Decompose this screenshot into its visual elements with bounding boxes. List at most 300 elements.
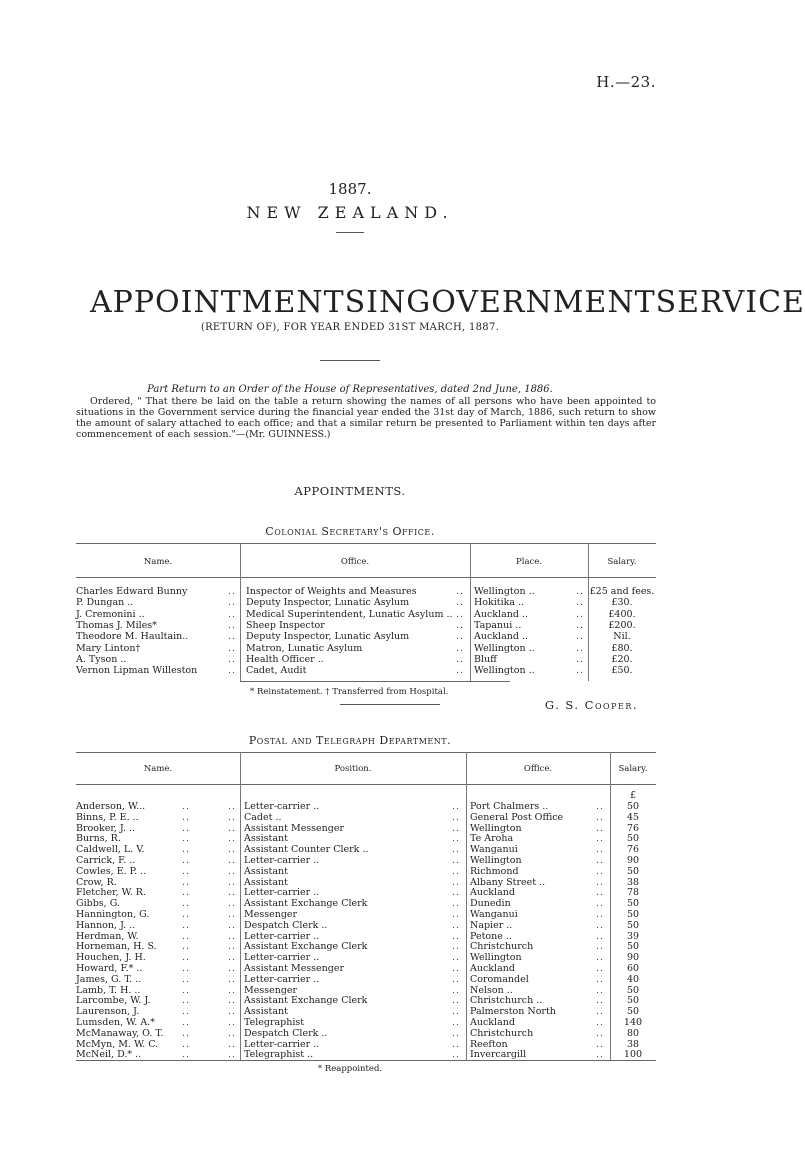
table-row xyxy=(0,654,700,665)
leader-dots: .. xyxy=(182,973,191,985)
leader-dots: .. xyxy=(182,1006,191,1018)
leader-dots: .. xyxy=(182,844,191,856)
leader-dots: .. xyxy=(182,833,191,845)
postal-footnote: * Reappointed. xyxy=(317,1064,383,1074)
person-name: Larcombe, W. J. xyxy=(76,995,151,1007)
leader-dots: .. xyxy=(228,833,237,845)
column-header-salary: Salary. xyxy=(618,764,648,774)
salary-value: £25 and fees. xyxy=(589,586,655,597)
position-title: Assistant Exchange Clerk xyxy=(244,941,368,953)
leader-dots: .. xyxy=(452,963,461,974)
salary-value: 80 xyxy=(626,1027,640,1039)
leader-dots: .. xyxy=(182,898,191,910)
leader-dots: .. xyxy=(228,811,237,823)
colonial-secretary-title: Colonial Secretary's Office. xyxy=(265,525,435,538)
leader-dots: .. xyxy=(596,995,605,1007)
salary-value: 38 xyxy=(626,876,640,888)
column-header-office: Office. xyxy=(523,764,553,774)
salary-value: 76 xyxy=(626,844,640,856)
document-year: 1887. xyxy=(328,180,372,198)
signature: G. S. Cooper. xyxy=(544,698,638,712)
leader-dots: .. xyxy=(596,1017,605,1028)
office-title: Deputy Inspector, Lunatic Asylum xyxy=(246,631,410,643)
office-title: Deputy Inspector, Lunatic Asylum xyxy=(246,597,410,609)
table-row xyxy=(0,833,700,844)
title-word: GOVERNMENT xyxy=(406,285,656,320)
salary-value: 50 xyxy=(626,941,640,953)
leader-dots: .. xyxy=(182,1049,191,1061)
position-title: Despatch Clerk .. xyxy=(244,919,328,931)
leader-dots: .. xyxy=(576,619,585,631)
leader-dots: .. xyxy=(452,1049,461,1061)
office-title: Health Officer .. xyxy=(246,653,324,665)
office-name: Nelson .. xyxy=(470,984,513,996)
document-reference: H.—23. xyxy=(596,73,656,91)
table-row xyxy=(0,866,700,877)
table-row xyxy=(0,665,700,676)
office-name: Wellington xyxy=(470,952,522,964)
leader-dots: .. xyxy=(596,941,605,953)
position-title: Letter-carrier .. xyxy=(244,952,320,964)
person-name: Howard, F.* .. xyxy=(76,963,143,974)
person-name: Houchen, J. H. xyxy=(76,952,146,964)
place-name: Wellington .. xyxy=(474,665,535,677)
leader-dots: .. xyxy=(452,1006,461,1018)
office-name: Christchurch .. xyxy=(470,995,543,1007)
person-name: James, G. T. .. xyxy=(76,973,142,985)
leader-dots: .. xyxy=(182,865,191,877)
leader-dots: .. xyxy=(596,963,605,974)
leader-dots: .. xyxy=(228,665,237,677)
leader-dots: .. xyxy=(228,1006,237,1018)
person-name: Laurenson, J. xyxy=(76,1006,140,1018)
table-row xyxy=(0,631,700,642)
table-rule-head xyxy=(76,784,656,785)
leader-dots: .. xyxy=(596,865,605,877)
table-row xyxy=(0,844,700,855)
leader-dots: .. xyxy=(228,1017,237,1028)
leader-dots: .. xyxy=(576,631,585,643)
leader-dots: .. xyxy=(456,665,465,677)
leader-dots: .. xyxy=(228,973,237,985)
table-row xyxy=(0,855,700,866)
office-name: Albany Street .. xyxy=(470,876,546,888)
leader-dots: .. xyxy=(228,855,237,866)
leader-dots: .. xyxy=(596,833,605,845)
salary-value: £30. xyxy=(611,597,633,609)
leader-dots: .. xyxy=(452,973,461,985)
office-title: Sheep Inspector xyxy=(246,619,325,631)
leader-dots: .. xyxy=(452,887,461,899)
person-name: Lumsden, W. A.* xyxy=(76,1017,155,1028)
person-name: Anderson, W... xyxy=(76,801,146,812)
leader-dots: .. xyxy=(456,653,465,665)
office-name: Port Chalmers .. xyxy=(470,801,549,812)
table-row xyxy=(0,952,700,963)
table-row xyxy=(0,941,700,952)
office-name: Wanganui xyxy=(470,844,518,856)
colonial-footnote: * Reinstatement. † Transferred from Hospital. xyxy=(250,687,449,697)
office-name: Christchurch xyxy=(470,941,534,953)
place-name: Tapanui .. xyxy=(474,619,522,631)
salary-value: 45 xyxy=(626,811,640,823)
salary-value: 76 xyxy=(626,822,640,834)
salary-value: £20. xyxy=(611,653,633,665)
table-row xyxy=(0,620,700,631)
leader-dots: .. xyxy=(452,1027,461,1039)
salary-value: 50 xyxy=(626,865,640,877)
leader-dots: .. xyxy=(596,822,605,834)
subtitle: (RETURN OF), FOR YEAR ENDED 31ST MARCH, 1887. xyxy=(200,322,500,333)
leader-dots: .. xyxy=(452,941,461,953)
column-header-place: Place. xyxy=(516,557,542,567)
person-name: Burns, R. xyxy=(76,833,121,845)
salary-value: 78 xyxy=(626,887,640,899)
leader-dots: .. xyxy=(596,855,605,866)
footnote-rule xyxy=(340,704,440,705)
leader-dots: .. xyxy=(182,963,191,974)
position-title: Assistant Counter Clerk .. xyxy=(244,844,369,856)
salary-value: 50 xyxy=(626,801,640,812)
office-name: Wanganui xyxy=(470,909,518,920)
person-name: J. Cremonini .. xyxy=(76,608,145,620)
table-rule-bottom xyxy=(240,681,510,682)
title-word: SERVICE xyxy=(655,285,805,320)
salary-value: 50 xyxy=(626,833,640,845)
person-name: Crow, R. xyxy=(76,876,117,888)
leader-dots: .. xyxy=(596,909,605,920)
person-name: Carrick, F. .. xyxy=(76,855,136,866)
leader-dots: .. xyxy=(596,876,605,888)
leader-dots: .. xyxy=(576,597,585,609)
leader-dots: .. xyxy=(228,898,237,910)
leader-dots: .. xyxy=(452,898,461,910)
salary-value: 90 xyxy=(626,952,640,964)
table-row xyxy=(0,887,700,898)
leader-dots: .. xyxy=(452,952,461,964)
position-title: Assistant xyxy=(244,876,288,888)
office-name: Richmond xyxy=(470,865,519,877)
office-name: Auckland xyxy=(470,1017,515,1028)
leader-dots: .. xyxy=(228,653,237,665)
table-row xyxy=(0,931,700,942)
leader-dots: .. xyxy=(596,930,605,942)
salary-value: 140 xyxy=(623,1017,643,1028)
leader-dots: .. xyxy=(456,597,465,609)
leader-dots: .. xyxy=(452,844,461,856)
leader-dots: .. xyxy=(228,941,237,953)
person-name: Cowles, E. P. .. xyxy=(76,865,147,877)
person-name: McNeil, D.* .. xyxy=(76,1049,142,1061)
office-name: Te Aroha xyxy=(470,833,514,845)
leader-dots: .. xyxy=(596,1049,605,1061)
place-name: Auckland .. xyxy=(474,631,529,643)
table-rule-top xyxy=(76,752,656,753)
leader-dots: .. xyxy=(596,887,605,899)
table-row xyxy=(0,586,700,597)
leader-dots: .. xyxy=(228,619,237,631)
salary-value: Nil. xyxy=(613,631,631,643)
leader-dots: .. xyxy=(452,811,461,823)
leader-dots: .. xyxy=(576,642,585,654)
office-name: Napier .. xyxy=(470,919,513,931)
office-name: Coromandel xyxy=(470,973,529,985)
leader-dots: .. xyxy=(182,930,191,942)
position-title: Letter-carrier .. xyxy=(244,930,320,942)
leader-dots: .. xyxy=(456,619,465,631)
column-header-name: Name. xyxy=(143,557,173,567)
title-rule xyxy=(320,360,380,361)
leader-dots: .. xyxy=(182,801,191,812)
salary-value: £200. xyxy=(608,619,636,631)
short-rule xyxy=(336,232,364,233)
person-name: Lamb, T. H. .. xyxy=(76,984,141,996)
salary-value: 50 xyxy=(626,995,640,1007)
order-text: Ordered, " That there be laid on the table a return showing the names of all persons who have been appointed to situations in the Government service during the financial year ended the 31st day of March, 1886, such return to show the amount of salary attached to each office; and that a similar return be presented to Parliament within ten days after commencement of each session."—(Mr. GUINNESS.) xyxy=(76,396,656,440)
salary-value: 50 xyxy=(626,898,640,910)
table-row xyxy=(0,877,700,888)
office-title: Cadet, Audit xyxy=(246,665,307,677)
leader-dots: .. xyxy=(228,919,237,931)
leader-dots: .. xyxy=(452,919,461,931)
title-word: IN xyxy=(366,285,407,320)
person-name: Hannington, G. xyxy=(76,909,150,920)
table-row xyxy=(0,1049,700,1060)
place-name: Auckland .. xyxy=(474,608,529,620)
table-row xyxy=(0,1006,700,1017)
position-title: Telegraphist xyxy=(244,1017,305,1028)
office-name: Wellington xyxy=(470,855,522,866)
leader-dots: .. xyxy=(228,597,237,609)
person-name: A. Tyson .. xyxy=(76,653,127,665)
position-title: Assistant Exchange Clerk xyxy=(244,898,368,910)
table-row xyxy=(0,898,700,909)
office-name: Auckland xyxy=(470,963,515,974)
person-name: Horneman, H. S. xyxy=(76,941,157,953)
position-title: Telegraphist .. xyxy=(244,1049,314,1061)
position-title: Messenger xyxy=(244,909,298,920)
office-name: Petone .. xyxy=(470,930,512,942)
position-title: Assistant xyxy=(244,865,288,877)
leader-dots: .. xyxy=(228,586,237,597)
table-row xyxy=(0,812,700,823)
leader-dots: .. xyxy=(228,909,237,920)
person-name: Fletcher, W. R. xyxy=(76,887,146,899)
column-header-office: Office. xyxy=(340,557,370,567)
leader-dots: .. xyxy=(596,844,605,856)
position-title: Assistant xyxy=(244,1006,288,1018)
leader-dots: .. xyxy=(452,876,461,888)
leader-dots: .. xyxy=(452,855,461,866)
leader-dots: .. xyxy=(228,801,237,812)
leader-dots: .. xyxy=(182,995,191,1007)
salary-value: 39 xyxy=(626,930,640,942)
leader-dots: .. xyxy=(182,941,191,953)
person-name: Thomas J. Miles* xyxy=(76,619,157,631)
leader-dots: .. xyxy=(456,631,465,643)
leader-dots: .. xyxy=(228,844,237,856)
leader-dots: .. xyxy=(228,952,237,964)
table-row xyxy=(0,1039,700,1050)
main-title xyxy=(90,285,805,320)
leader-dots: .. xyxy=(596,811,605,823)
salary-value: 40 xyxy=(626,973,640,985)
table-row xyxy=(0,643,700,654)
leader-dots: .. xyxy=(596,1038,605,1050)
position-title: Letter-carrier .. xyxy=(244,801,320,812)
position-title: Assistant xyxy=(244,833,288,845)
leader-dots: .. xyxy=(182,855,191,866)
leader-dots: .. xyxy=(576,653,585,665)
leader-dots: .. xyxy=(596,973,605,985)
leader-dots: .. xyxy=(228,984,237,996)
leader-dots: .. xyxy=(228,1049,237,1061)
leader-dots: .. xyxy=(228,642,237,654)
person-name: Vernon Lipman Willeston xyxy=(76,665,198,677)
table-row xyxy=(0,597,700,608)
salary-value: 50 xyxy=(626,919,640,931)
position-title: Assistant Exchange Clerk xyxy=(244,995,368,1007)
table-row xyxy=(0,801,700,812)
table-rule-head xyxy=(76,577,656,578)
place-name: Hokitika .. xyxy=(474,597,525,609)
leader-dots: .. xyxy=(182,909,191,920)
leader-dots: .. xyxy=(452,801,461,812)
leader-dots: .. xyxy=(228,1027,237,1039)
leader-dots: .. xyxy=(182,919,191,931)
leader-dots: .. xyxy=(182,887,191,899)
salary-value: 38 xyxy=(626,1038,640,1050)
office-name: Palmerston North xyxy=(470,1006,556,1018)
leader-dots: .. xyxy=(452,1017,461,1028)
leader-dots: .. xyxy=(452,822,461,834)
salary-value: £400. xyxy=(608,608,636,620)
column-header-position: Position. xyxy=(334,764,372,774)
leader-dots: .. xyxy=(576,665,585,677)
leader-dots: .. xyxy=(182,984,191,996)
salary-value: 100 xyxy=(623,1049,643,1061)
title-word: APPOINTMENTS xyxy=(90,285,367,320)
column-header-name: Name. xyxy=(143,764,173,774)
salary-value: 90 xyxy=(626,855,640,866)
office-name: Dunedin xyxy=(470,898,511,910)
position-title: Letter-carrier .. xyxy=(244,1038,320,1050)
position-title: Assistant Messenger xyxy=(244,963,345,974)
office-name: General Post Office xyxy=(470,811,564,823)
leader-dots: .. xyxy=(182,811,191,823)
order-heading: Part Return to an Order of the House of Representatives, dated 2nd June, 1886. xyxy=(147,384,553,395)
leader-dots: .. xyxy=(596,919,605,931)
person-name: Herdman, W. xyxy=(76,930,139,942)
office-name: Reefton xyxy=(470,1038,508,1050)
person-name: Mary Linton† xyxy=(76,642,141,654)
leader-dots: .. xyxy=(452,995,461,1007)
leader-dots: .. xyxy=(596,801,605,812)
appointments-title: APPOINTMENTS. xyxy=(294,484,406,498)
table-row xyxy=(0,1017,700,1028)
currency-symbol: £ xyxy=(629,790,637,801)
salary-value: £80. xyxy=(611,642,633,654)
leader-dots: .. xyxy=(182,1038,191,1050)
person-name: Hannon, J. .. xyxy=(76,919,136,931)
table-row xyxy=(0,909,700,920)
table-row xyxy=(0,1028,700,1039)
position-title: Letter-carrier .. xyxy=(244,887,320,899)
leader-dots: .. xyxy=(456,586,465,597)
table-row xyxy=(0,995,700,1006)
position-title: Cadet .. xyxy=(244,811,282,823)
salary-value: £50. xyxy=(611,665,633,677)
person-name: Caldwell, L. V. xyxy=(76,844,145,856)
leader-dots: .. xyxy=(228,876,237,888)
position-title: Assistant Messenger xyxy=(244,822,345,834)
person-name: McMyn, M. W. C. xyxy=(76,1038,159,1050)
leader-dots: .. xyxy=(228,995,237,1007)
position-title: Despatch Clerk .. xyxy=(244,1027,328,1039)
salary-value: 50 xyxy=(626,984,640,996)
leader-dots: .. xyxy=(452,984,461,996)
person-name: Brooker, J. .. xyxy=(76,822,136,834)
leader-dots: .. xyxy=(452,909,461,920)
table-row xyxy=(0,974,700,985)
leader-dots: .. xyxy=(182,1027,191,1039)
leader-dots: .. xyxy=(456,608,465,620)
leader-dots: .. xyxy=(228,930,237,942)
leader-dots: .. xyxy=(228,608,237,620)
leader-dots: .. xyxy=(596,1006,605,1018)
salary-value: 50 xyxy=(626,1006,640,1018)
leader-dots: .. xyxy=(182,876,191,888)
office-title: Matron, Lunatic Asylum xyxy=(246,642,363,654)
country-heading: NEW ZEALAND. xyxy=(246,203,454,222)
leader-dots: .. xyxy=(596,984,605,996)
leader-dots: .. xyxy=(452,1038,461,1050)
leader-dots: .. xyxy=(456,642,465,654)
office-name: Auckland xyxy=(470,887,515,899)
place-name: Wellington .. xyxy=(474,586,535,597)
leader-dots: .. xyxy=(228,1038,237,1050)
person-name: Binns, P. E. .. xyxy=(76,811,139,823)
leader-dots: .. xyxy=(596,1027,605,1039)
leader-dots: .. xyxy=(228,865,237,877)
place-name: Wellington .. xyxy=(474,642,535,654)
leader-dots: .. xyxy=(228,887,237,899)
position-title: Letter-carrier .. xyxy=(244,973,320,985)
leader-dots: .. xyxy=(452,833,461,845)
leader-dots: .. xyxy=(452,865,461,877)
leader-dots: .. xyxy=(182,952,191,964)
office-name: Wellington xyxy=(470,822,522,834)
leader-dots: .. xyxy=(596,952,605,964)
office-name: Invercargill xyxy=(470,1049,527,1061)
leader-dots: .. xyxy=(576,608,585,620)
table-row xyxy=(0,823,700,834)
table-row xyxy=(0,985,700,996)
place-name: Bluff xyxy=(474,653,497,665)
leader-dots: .. xyxy=(576,586,585,597)
person-name: Gibbs, G. xyxy=(76,898,120,910)
office-title: Medical Superintendent, Lunatic Asylum .. xyxy=(246,608,453,620)
office-title: Inspector of Weights and Measures xyxy=(246,586,417,597)
person-name: Charles Edward Bunny xyxy=(76,586,188,597)
leader-dots: .. xyxy=(182,822,191,834)
salary-value: 60 xyxy=(626,963,640,974)
person-name: P. Dungan .. xyxy=(76,597,134,609)
table-rule-top xyxy=(76,543,656,544)
position-title: Letter-carrier .. xyxy=(244,855,320,866)
table-row xyxy=(0,920,700,931)
leader-dots: .. xyxy=(228,631,237,643)
